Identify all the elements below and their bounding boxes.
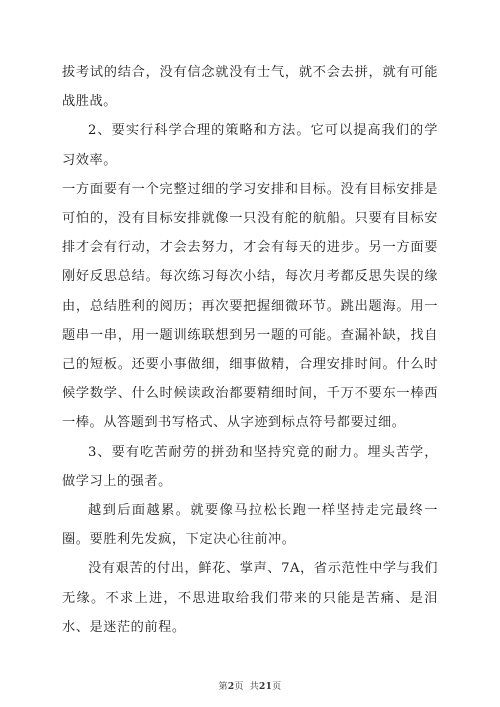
paragraph-4: 3、要有吃苦耐劳的拼劲和坚持究竟的耐力。埋头苦学，做学习上的强者。 — [62, 444, 438, 489]
paragraph-6: 没有艰苦的付出，鲜花、掌声、7A，省示范性中学与我们无缘。不求上进，不思进取给我们带来的只能是苦痛、是泪水、是迷茫的前程。 — [62, 561, 438, 635]
page-footer — [0, 679, 500, 692]
page-prefix: 第 — [218, 682, 228, 692]
paragraph-3: 一方面要有一个完整过细的学习安排和目标。没有目标安排是可怕的，没有目标安排就像一只没有舵的航船。只要有目标安排才会有行动，才会去努力，才会有每天的进步。另一方面要刚好反思总结。每次练习每次小结，每次月考都反思失误的缘由，总结胜利的阅历；再次要把握细微环节。跳出题海。用一题串一串，用一题训练联想到另一题的可能。查漏补缺，找自己的短板。还要小事做细，细事做精，合理安排时间。什么时候学数学、什么时候读政治都要精细时间，千万不要东一棒西一棒。从答题到书写格式、从字迹到标点符号都要过细。 — [62, 181, 438, 431]
total-suffix: 页 — [272, 682, 282, 692]
paragraph-1: 拔考试的结合，没有信念就没有士气，就不会去拼，就有可能战胜战。 — [62, 65, 438, 110]
total-pages: 21 — [259, 682, 273, 692]
paragraph-5: 越到后面越累。就要像马拉松长跑一样坚持走完最终一圈。要胜利先发疯，下定决心往前冲。 — [62, 503, 438, 548]
paragraph-2: 2、要实行科学合理的策略和方法。它可以提高我们的学习效率。 — [62, 123, 438, 168]
total-prefix: 共 — [249, 682, 260, 692]
document-body — [62, 58, 438, 642]
page-suffix: 页 — [234, 682, 244, 692]
page-number: 2 — [227, 682, 235, 692]
